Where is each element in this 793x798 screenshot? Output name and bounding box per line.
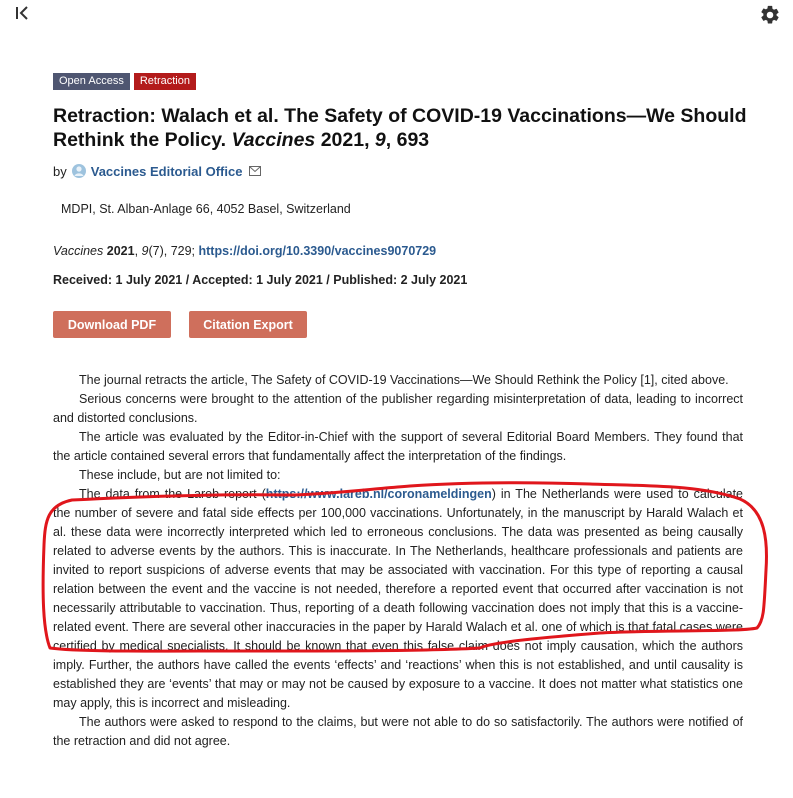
paragraph-2: Serious concerns were brought to the attention of the publisher regarding misinterpretation of data, leading to incorrect and distorted conclusions. [53, 392, 743, 425]
paragraph-1: The journal retracts the article, The Safety of COVID-19 Vaccinations—We Should Rethink the Policy [1], cited above. [79, 373, 729, 387]
paragraph-3: The article was evaluated by the Editor-in-Chief with the support of several Editorial Board Members. They found that the article contained several errors that fundamentally affect the interpretation of the findings. [53, 430, 743, 463]
mail-icon[interactable] [249, 166, 261, 176]
collapse-left-icon[interactable] [14, 5, 36, 25]
citation: Vaccines 2021, 9(7), 729; https://doi.org/10.3390/vaccines9070729 [53, 244, 437, 258]
author-link[interactable]: Vaccines Editorial Office [90, 163, 243, 179]
doi-link[interactable]: https://doi.org/10.3390/vaccines9070729 [198, 244, 437, 258]
article-title: Retraction: Walach et al. The Safety of COVID-19 Vaccinations—We Should Rethink the Policy. Vaccines 2021, 9, 693 [53, 105, 747, 151]
paragraph-6: The authors were asked to respond to the claims, but were not able to do so satisfactorily. The authors were notified of the retraction and did not agree. [53, 715, 743, 748]
gear-icon[interactable] [759, 4, 783, 28]
affiliation: MDPI, St. Alban-Anlage 66, 4052 Basel, Switzerland [61, 202, 351, 216]
publication-dates: Received: 1 July 2021 / Accepted: 1 July 2021 / Published: 2 July 2021 [53, 273, 468, 287]
article-body [53, 371, 743, 751]
by-label: by [53, 163, 67, 179]
lareb-link[interactable]: https://www.lareb.nl/coronameldingen [265, 487, 492, 501]
paragraph-5: The data from the Lareb report (https://www.lareb.nl/coronameldingen) in The Netherlands were used to calculate the number of severe and fatal side effects per 100,000 vaccinations. Unfortunately, in the manuscript by Harald Walach et al. these data were incorrectly interpreted which led to erroneous conclusions. The data was presented as being causally related to adverse events by the authors. This is inaccurate. In The Netherlands, healthcare professionals and patients are invited to report suspicions of adverse events that may be associated with vaccination. For this type of reporting a causal relation between the event and the vaccine is not needed, therefore a reported event that occurred after vaccination is not necessarily attributable to vaccination. Thus, reporting of a death following vaccination does not imply that this is a vaccine-related event. There are several other inaccuracies in the paper by Harald Walach et al. one of which is that fatal cases were certified by medical specialists. It should be known that even this false claim does not imply causation, which the authors imply. Further, the authors have called the events ‘effects’ and ‘reactions’ when this is not established, and until causality is established they are ‘events’ that may or may not be caused by exposure to a vaccine. It does not matter what statistics one may apply, this is incorrect and misleading. [53, 487, 743, 710]
badges [53, 73, 196, 90]
author-icon [71, 163, 87, 179]
download-pdf-button[interactable]: Download PDF [53, 311, 171, 338]
open-access-badge: Open Access [53, 73, 130, 90]
retraction-badge: Retraction [134, 73, 196, 90]
paragraph-4: These include, but are not limited to: [79, 468, 281, 482]
byline [53, 163, 261, 179]
citation-export-button[interactable]: Citation Export [189, 311, 307, 338]
